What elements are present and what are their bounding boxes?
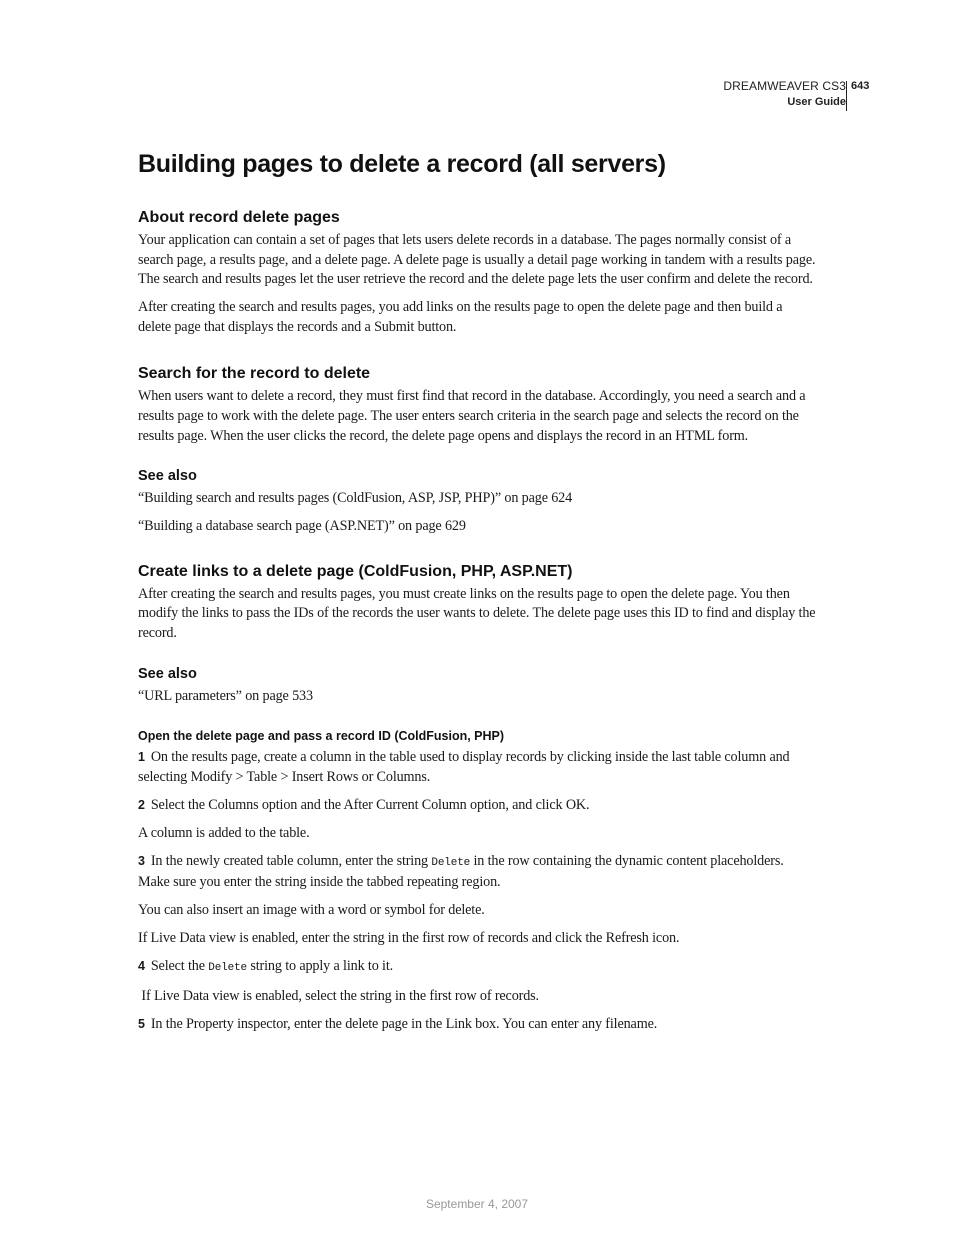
code-delete: Delete — [431, 856, 471, 869]
step-4 — [138, 957, 818, 979]
step-text: In the newly created table column, enter the string — [150, 852, 432, 869]
about-paragraph-2: After creating the search and results pages, you add links on the results page to open the delete page and then build a delete page that displays the records and a Submit button. — [138, 299, 783, 335]
see-also-link-database-search[interactable]: “Building a database search page (ASP.NET)” on page 629 — [138, 518, 466, 535]
step-text: string to apply a link to it. — [246, 958, 394, 975]
page-title: Building pages to delete a record (all servers) — [138, 150, 666, 178]
header-product: DREAMWEAVER CS3 — [723, 79, 846, 93]
section-heading-links: Create links to a delete page (ColdFusion, PHP, ASP.NET) — [138, 562, 573, 580]
header-guide: User Guide — [787, 96, 846, 108]
step-number: 3 — [138, 853, 145, 868]
search-paragraph-1: When users want to delete a record, they must first find that record in the database. Accordingly, you need a search and a results page to work with the delete page. The user enters search criteria in the search page and selects the record on the results page. When the user clicks the record, the delete page opens and displays the record in an HTML form. — [138, 388, 806, 444]
header-divider — [846, 81, 847, 111]
step-number: 4 — [138, 959, 145, 974]
step-text: On the results page, create a column in the table used to display records by clicking inside the last table column and selecting Modify > Table > Insert Rows or Columns. — [138, 749, 790, 785]
step-1 — [138, 748, 818, 787]
page-content — [138, 146, 818, 1043]
step-text: Select the — [150, 958, 209, 975]
see-also-link-url-parameters[interactable]: “URL parameters” on page 533 — [138, 687, 313, 704]
step-text: Select the Columns option and the After Current Column option, and click OK. — [150, 796, 590, 813]
see-also-heading: See also — [138, 468, 197, 485]
step-3 — [138, 852, 818, 893]
section-heading-search: Search for the record to delete — [138, 365, 371, 383]
see-also-heading: See also — [138, 665, 197, 682]
section-heading-about: About record delete pages — [138, 209, 340, 226]
step-3-note-1: You can also insert an image with a word or symbol for delete. — [138, 902, 485, 919]
step-3-note-2: If Live Data view is enabled, enter the string in the first row of records and click the Refresh icon. — [138, 930, 680, 947]
step-2 — [138, 796, 818, 816]
step-text: in the row containing the dynamic content placeholders. Make sure you enter the string inside the tabbed repeating region. — [138, 852, 784, 891]
step-number: 5 — [138, 1017, 145, 1032]
page-number: 643 — [851, 80, 870, 92]
header-titles — [723, 79, 846, 110]
step-number: 2 — [138, 797, 145, 812]
step-2-note: A column is added to the table. — [138, 824, 310, 841]
about-paragraph-1: Your application can contain a set of pages that lets users delete records in a database. The pages normally consist of a search page, a results page, and a delete page. A delete page is usually a detail page working in tandem with a results page. The search and results pages let the user retrieve the record and the delete page lets the user confirm and delete the record. — [138, 232, 816, 288]
step-text: In the Property inspector, enter the delete page in the Link box. You can enter any filename. — [150, 1016, 658, 1033]
code-delete: Delete — [208, 962, 247, 975]
footer-date: September 4, 2007 — [425, 1197, 529, 1211]
step-number: 1 — [138, 750, 145, 765]
see-also-link-search-pages[interactable]: “Building search and results pages (ColdFusion, ASP, JSP, PHP)” on page 624 — [138, 490, 573, 507]
links-paragraph-1: After creating the search and results pages, you must create links on the results page to open the delete page. You then modify the links to pass the IDs of the records the user wants to delete. The delete page uses this ID to find and display the record. — [138, 585, 816, 641]
step-4-note: If Live Data view is enabled, select the string in the first row of records. — [138, 988, 539, 1005]
step-5 — [138, 1015, 818, 1035]
procedure-heading: Open the delete page and pass a record ID (ColdFusion, PHP) — [138, 729, 505, 744]
